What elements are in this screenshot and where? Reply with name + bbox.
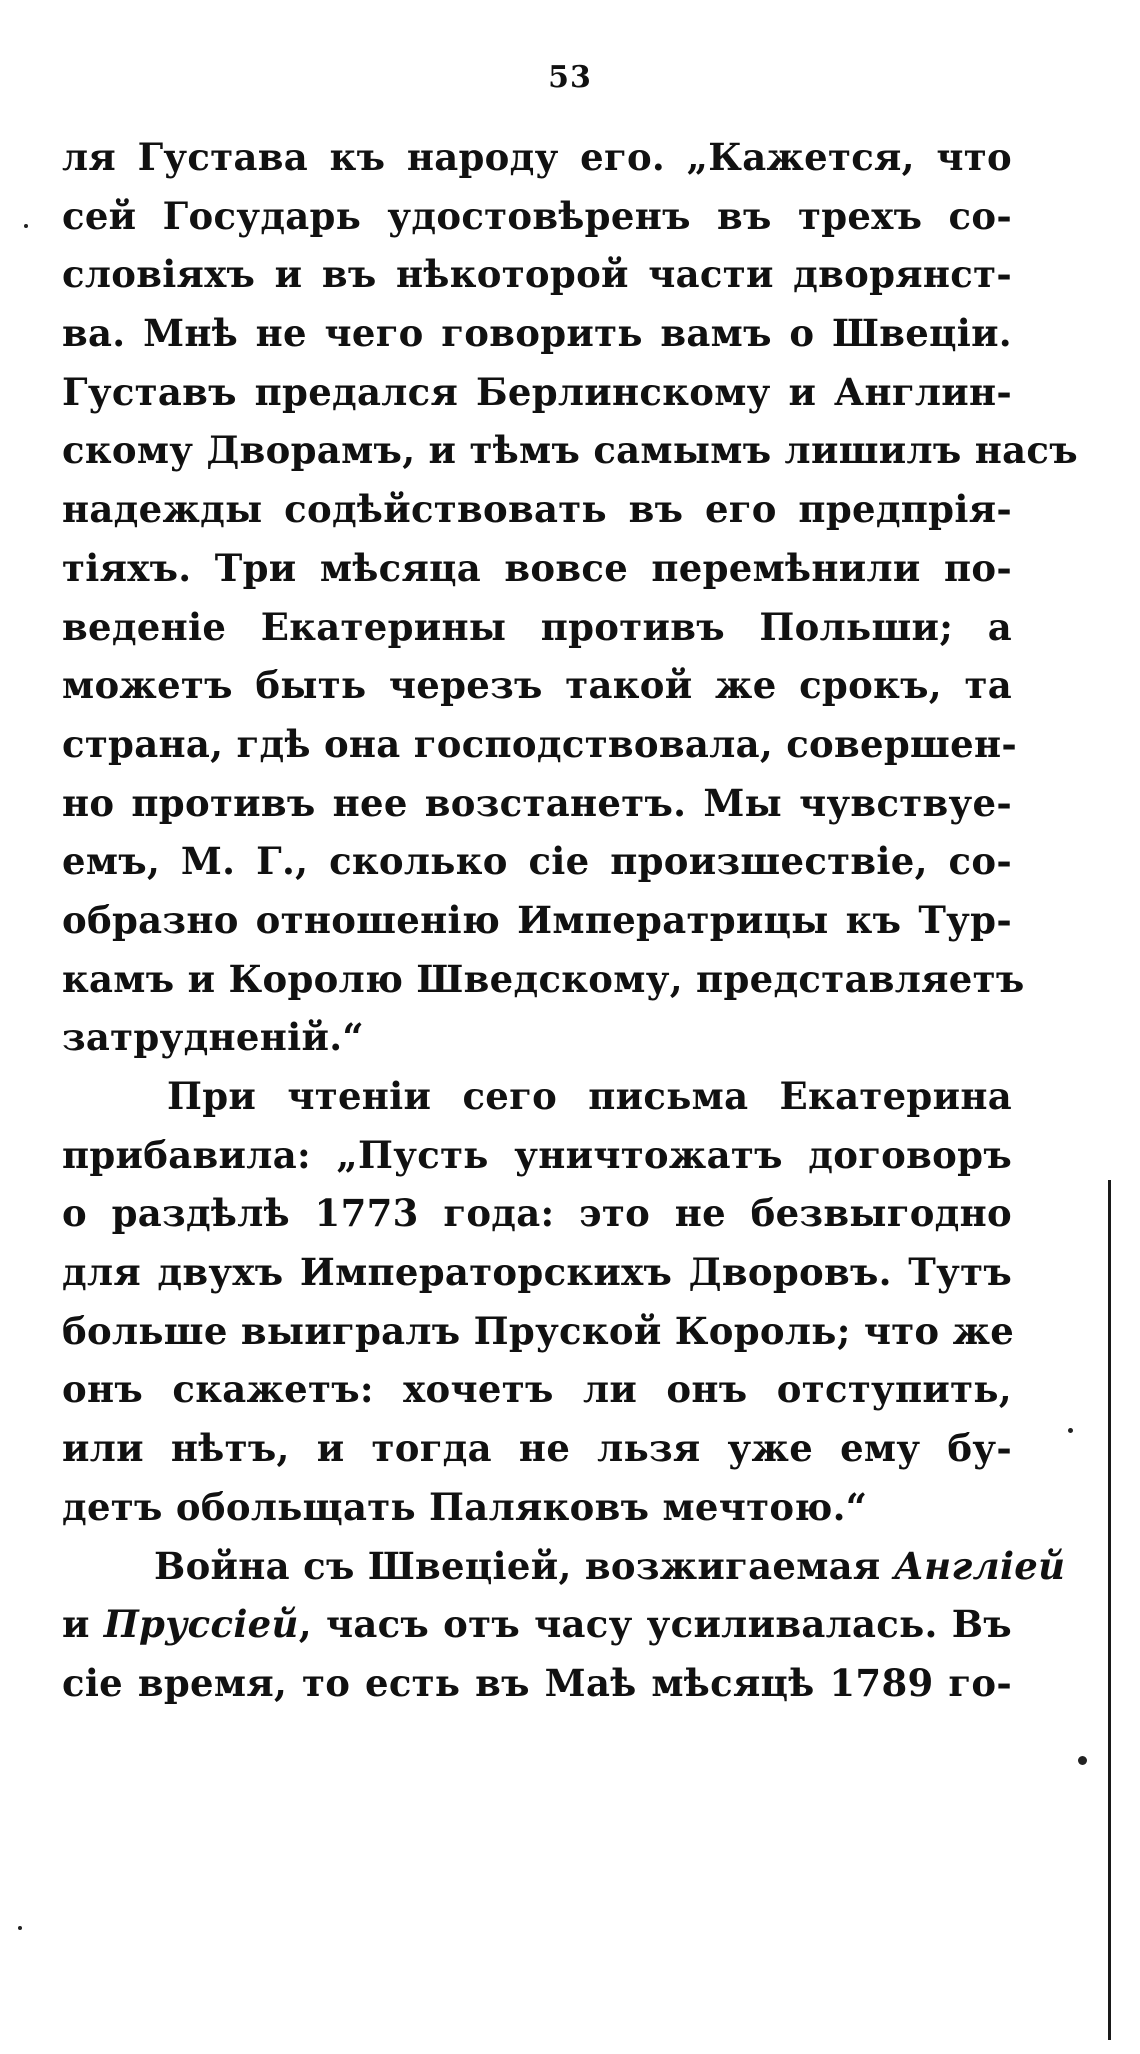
text-line: камъ и Королю Шведскому, представляетъ: [62, 956, 1025, 1001]
text-line: детъ обольщать Паляковъ мечтою.“: [62, 1484, 868, 1529]
text-line: емъ, М. Г., сколько сіе произшествіе, со-: [62, 839, 1012, 884]
text-line: образно отношенію Императрицы къ Тур-: [62, 897, 1012, 942]
italic-text: Пруссіей: [103, 1602, 299, 1647]
text-line: затрудненій.“: [62, 1015, 364, 1060]
page-number: 53: [548, 60, 592, 95]
text-span: Война съ Швеціей, возжигаемая: [154, 1543, 894, 1588]
text-line: надежды содѣйствовать въ его предпрія-: [62, 487, 1012, 532]
scan-speck: [1078, 1756, 1087, 1765]
text-line: прибавила: „Пусть уничтожатъ договоръ: [62, 1132, 1012, 1177]
italic-text: Англіей: [893, 1543, 1066, 1588]
text-line: ва. Мнѣ не чего говорить вамъ о Швеціи.: [62, 311, 1012, 356]
text-line: онъ скажетъ: хочетъ ли онъ отступить,: [62, 1367, 1012, 1412]
scan-speck: [24, 224, 28, 228]
text-line: для двухъ Императорскихъ Дворовъ. Тутъ: [62, 1250, 1012, 1295]
text-span: , часъ отъ часу усиливалась. Въ: [298, 1602, 1012, 1647]
text-line: сей Государь удостовѣренъ въ трехъ со-: [62, 193, 1012, 238]
scan-speck: [18, 1926, 22, 1930]
text-line: можетъ быть черезъ такой же срокъ, та: [62, 663, 1012, 708]
text-line: веденіе Екатерины противъ Польши; а: [62, 604, 1012, 649]
text-line: или нѣтъ, и тогда не льзя уже ему бу-: [62, 1426, 1012, 1471]
text-line: [62, 1595, 1012, 1654]
text-line: скому Дворамъ, и тѣмъ самымъ лишилъ насъ: [62, 428, 1078, 473]
body-text: [62, 128, 1078, 1713]
text-line: При чтеніи сего письма Екатерина: [167, 1074, 1012, 1118]
text-line: но противъ нее возстанетъ. Мы чувствуе-: [62, 780, 1012, 825]
text-line: [62, 1537, 1066, 1596]
text-line: Густавъ предался Берлинскому и Англин-: [62, 369, 1012, 414]
text-line: словіяхъ и въ нѣкоторой части дворянст-: [62, 252, 1012, 297]
text-span: и: [62, 1602, 104, 1647]
scan-speck: [1068, 1428, 1073, 1433]
text-line: сіе время, то есть въ Маѣ мѣсяцѣ 1789 го-: [62, 1660, 1012, 1705]
text-line: больше выигралъ Пруской Король; что же: [62, 1308, 1015, 1353]
text-line: страна, гдѣ она господствовала, совершен-: [62, 721, 1017, 766]
margin-rule: [1108, 1180, 1111, 2040]
text-line: ля Густава къ народу его. „Кажется, что: [62, 135, 1012, 179]
text-line: о раздѣлѣ 1773 года: это не безвыгодно: [62, 1191, 1012, 1236]
text-line: тіяхъ. Три мѣсяца вовсе перемѣнили по-: [62, 545, 1012, 590]
